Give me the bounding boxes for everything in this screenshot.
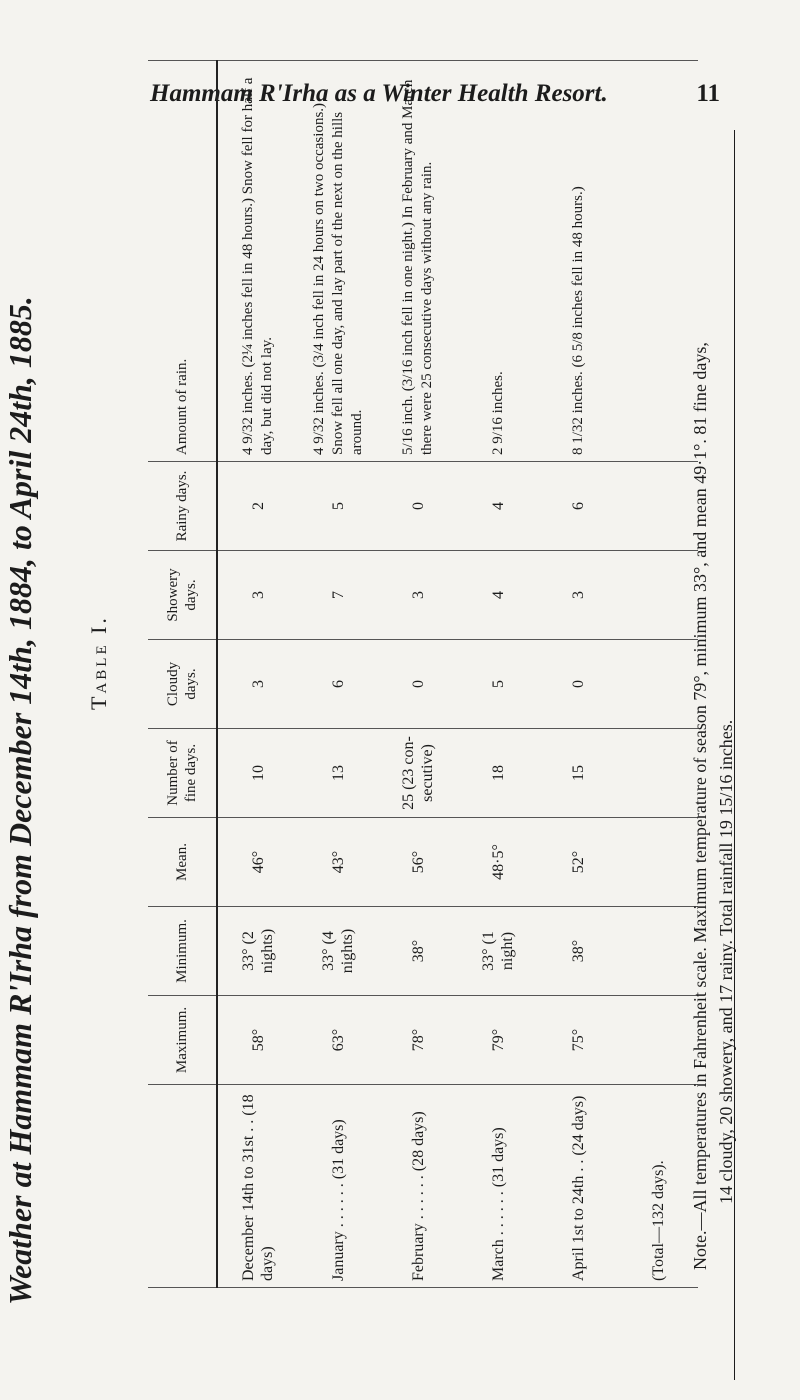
- cell-showery-days: 7: [298, 551, 378, 640]
- col-header-showery-days: Showery days.: [148, 551, 217, 640]
- cell-cloudy-days: 5: [458, 640, 538, 729]
- cell-rainy-days: 6: [538, 462, 618, 551]
- col-header-maximum: Maximum.: [148, 996, 217, 1085]
- cell-fine-days: 13: [298, 729, 378, 818]
- cell-period: March . . . . . . (31 days): [458, 1085, 538, 1288]
- cell-maximum: 78°: [378, 996, 458, 1085]
- cell-showery-days: 3: [538, 551, 618, 640]
- empty-cell: [618, 551, 698, 640]
- cell-period: February . . . . . . (28 days): [378, 1085, 458, 1288]
- empty-cell: [618, 462, 698, 551]
- cell-amount-of-rain: [217, 61, 298, 462]
- cell-rainy-days: 0: [378, 462, 458, 551]
- weather-table: [148, 60, 698, 1288]
- cell-showery-days: 3: [217, 551, 298, 640]
- cell-fine-days: 18: [458, 729, 538, 818]
- cell-amount-of-rain: [458, 61, 538, 462]
- cell-amount-of-rain: [378, 61, 458, 462]
- cell-showery-days: 3: [378, 551, 458, 640]
- cell-cloudy-days: 3: [217, 640, 298, 729]
- cell-maximum: 75°: [538, 996, 618, 1085]
- cell-minimum: 33° (4 nights): [298, 907, 378, 996]
- cell-cloudy-days: 6: [298, 640, 378, 729]
- rain-text: 2 9/16 inches.: [489, 371, 506, 455]
- cell-mean: 43°: [298, 818, 378, 907]
- note-line-2: 14 cloudy, 20 showery, and 17 rainy. Total rainfall 19 15/16 inches.: [716, 719, 736, 1204]
- cell-rainy-days: 4: [458, 462, 538, 551]
- cell-amount-of-rain: [538, 61, 618, 462]
- cell-cloudy-days: 0: [378, 640, 458, 729]
- cell-period: January . . . . . . (31 days): [298, 1085, 378, 1288]
- table-row: [298, 61, 378, 1288]
- cell-total-days: (Total—132 days).: [618, 1085, 698, 1288]
- cell-showery-days: 4: [458, 551, 538, 640]
- rain-text: 4 9/32 inches. (2¼ inches fell in 48 hours.) Snow fell for half a day, but did not lay.: [240, 77, 275, 455]
- empty-cell: [618, 729, 698, 818]
- rain-text: 4 9/32 inches. (3/4 inch fell in 24 hours on two occasions.) Snow fell all one day, and lay part of the next on the hills around.: [310, 102, 365, 455]
- col-header-mean: Mean.: [148, 818, 217, 907]
- cell-maximum: 58°: [217, 996, 298, 1085]
- col-header-amount-of-rain: Amount of rain.: [148, 61, 217, 462]
- note-line-1: Note.—All temperatures in Fahrenheit scale. Maximum temperature of season 79°, minimum 33°, and mean 49·1°. 81 fine days,: [690, 342, 710, 1270]
- cell-maximum: 79°: [458, 996, 538, 1085]
- cell-period: December 14th to 31st . . (18 days): [217, 1085, 298, 1288]
- empty-cell: [618, 61, 698, 462]
- table-row: [458, 61, 538, 1288]
- cell-fine-days: 25 (23 con-secutive): [378, 729, 458, 818]
- empty-cell: [618, 640, 698, 729]
- cell-mean: 56°: [378, 818, 458, 907]
- col-header-rainy-days: Rainy days.: [148, 462, 217, 551]
- cell-mean: 48·5°: [458, 818, 538, 907]
- col-header-fine-days: Number of fine days.: [148, 729, 217, 818]
- page-number: 11: [696, 80, 720, 107]
- cell-fine-days: 10: [217, 729, 298, 818]
- cell-cloudy-days: 0: [538, 640, 618, 729]
- cell-rainy-days: 5: [298, 462, 378, 551]
- table-row: [538, 61, 618, 1288]
- cell-mean: 46°: [217, 818, 298, 907]
- cell-minimum: 38°: [378, 907, 458, 996]
- cell-fine-days: 15: [538, 729, 618, 818]
- cell-maximum: 63°: [298, 996, 378, 1085]
- col-header-cloudy-days: Cloudy days.: [148, 640, 217, 729]
- cell-rainy-days: 2: [217, 462, 298, 551]
- table-row: [378, 61, 458, 1288]
- table-total-row: [618, 61, 698, 1288]
- empty-cell: [618, 907, 698, 996]
- cell-mean: 52°: [538, 818, 618, 907]
- empty-cell: [618, 818, 698, 907]
- table-row: [217, 61, 298, 1288]
- running-title: Hammam R'Irha as a Winter Health Resort.: [150, 80, 608, 107]
- table-label: Table I.: [86, 615, 111, 710]
- cell-amount-of-rain: [298, 61, 378, 462]
- rain-text: 5/16 inch. (3/16 inch fell in one night.) In February and March there were 25 consecutive days without any rain.: [400, 79, 435, 455]
- cell-minimum: 33° (1 night): [458, 907, 538, 996]
- cell-minimum: 38°: [538, 907, 618, 996]
- table-header-row: [148, 61, 217, 1288]
- table-caption-title: Weather at Hammam R'Irha from December 14th, 1884, to April 24th, 1885.: [2, 296, 38, 1305]
- cell-period: April 1st to 24th . . (24 days): [538, 1085, 618, 1288]
- rain-text: 8 1/32 inches. (6 5/8 inches fell in 48 hours.): [569, 186, 586, 455]
- empty-cell: [618, 996, 698, 1085]
- col-header-period: [148, 1085, 217, 1288]
- col-header-minimum: Minimum.: [148, 907, 217, 996]
- cell-minimum: 33° (2 nights): [217, 907, 298, 996]
